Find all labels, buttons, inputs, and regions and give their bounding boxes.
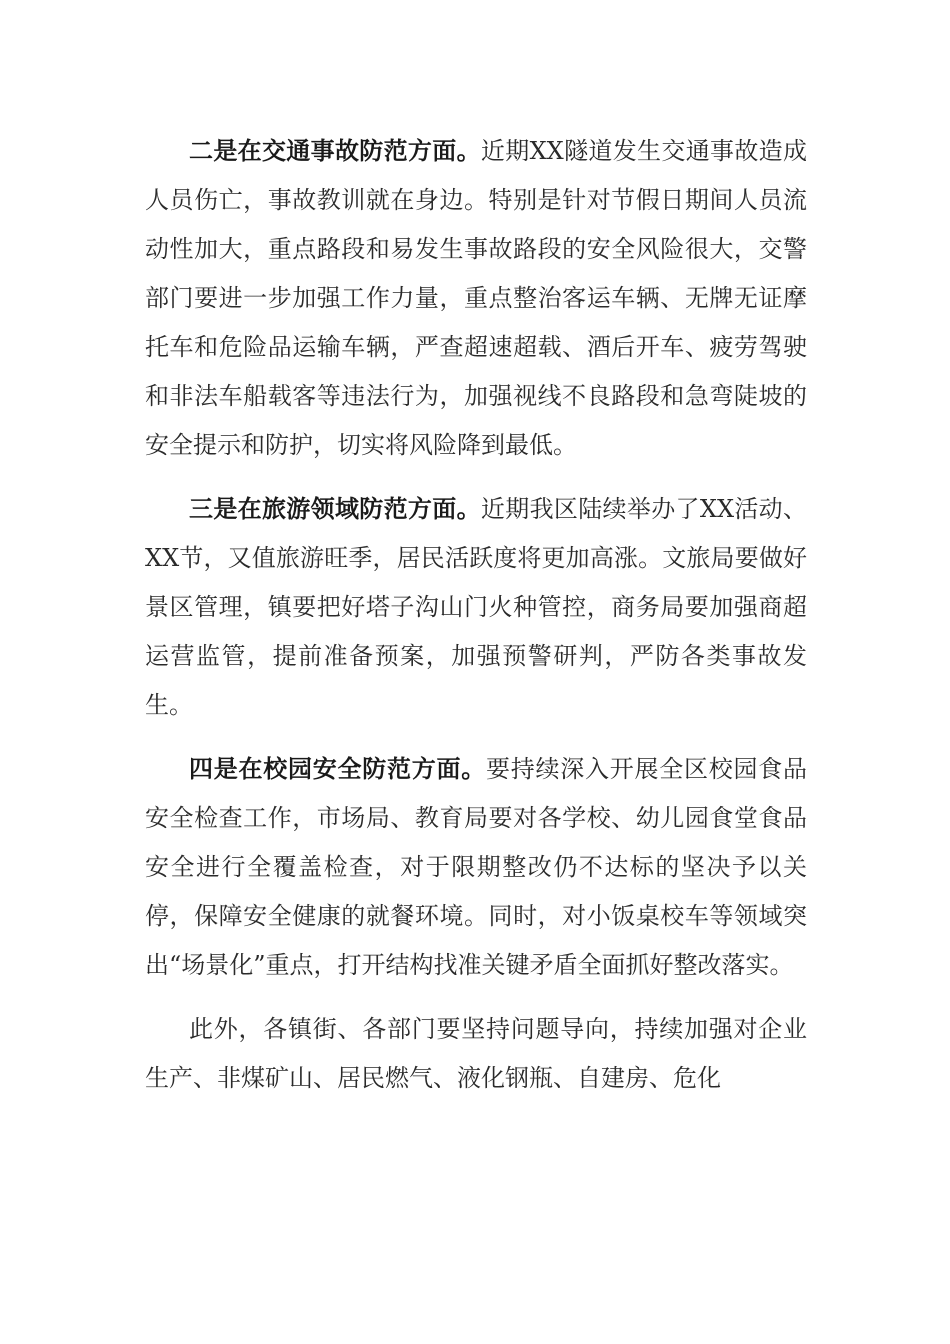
paragraph-lead-heading: 四是在校园安全防范方面。 [189,755,486,783]
document-body [145,127,807,1118]
paragraph-tourism [145,485,807,730]
paragraph-lead-heading: 三是在旅游领域防范方面。 [189,495,481,523]
paragraph-traffic-accident [145,127,807,470]
paragraph-campus-safety [145,745,807,990]
paragraph-body: 近期我区陆续举办了XX活动、XX节，又值旅游旺季，居民活跃度将更加高涨。文旅局要做好景区管理，镇要把好塔子沟山门火种管控，商务局要加强商超运营监管，提前准备预案，加强预警研判，严防各类事故发生。 [145,495,808,719]
paragraph-body: 要持续深入开展全区校园食品安全检查工作，市场局、教育局要对各学校、幼儿园食堂食品安全进行全覆盖检查，对于限期整改仍不达标的坚决予以关停，保障安全健康的就餐环境。同时，对小饭桌校车等领域突出“场景化”重点，打开结构找准关键矛盾全面抓好整改落实。 [145,755,807,979]
paragraph-body: 此外，各镇街、各部门要坚持问题导向，持续加强对企业生产、非煤矿山、居民燃气、液化钢瓶、自建房、危化 [145,1015,807,1092]
paragraph-lead-heading: 二是在交通事故防范方面。 [189,137,481,165]
paragraph-body: 近期XX隧道发生交通事故造成人员伤亡，事故教训就在身边。特别是针对节假日期间人员流动性加大，重点路段和易发生事故路段的安全风险很大，交警部门要进一步加强工作力量，重点整治客运车辆、无牌无证摩托车和危险品运输车辆，严查超速超载、酒后开车、疲劳驾驶和非法车船载客等违法行为，加强视线不良路段和急弯陡坡的安全提示和防护，切实将风险降到最低。 [145,137,808,459]
paragraph-additional [145,1005,807,1103]
